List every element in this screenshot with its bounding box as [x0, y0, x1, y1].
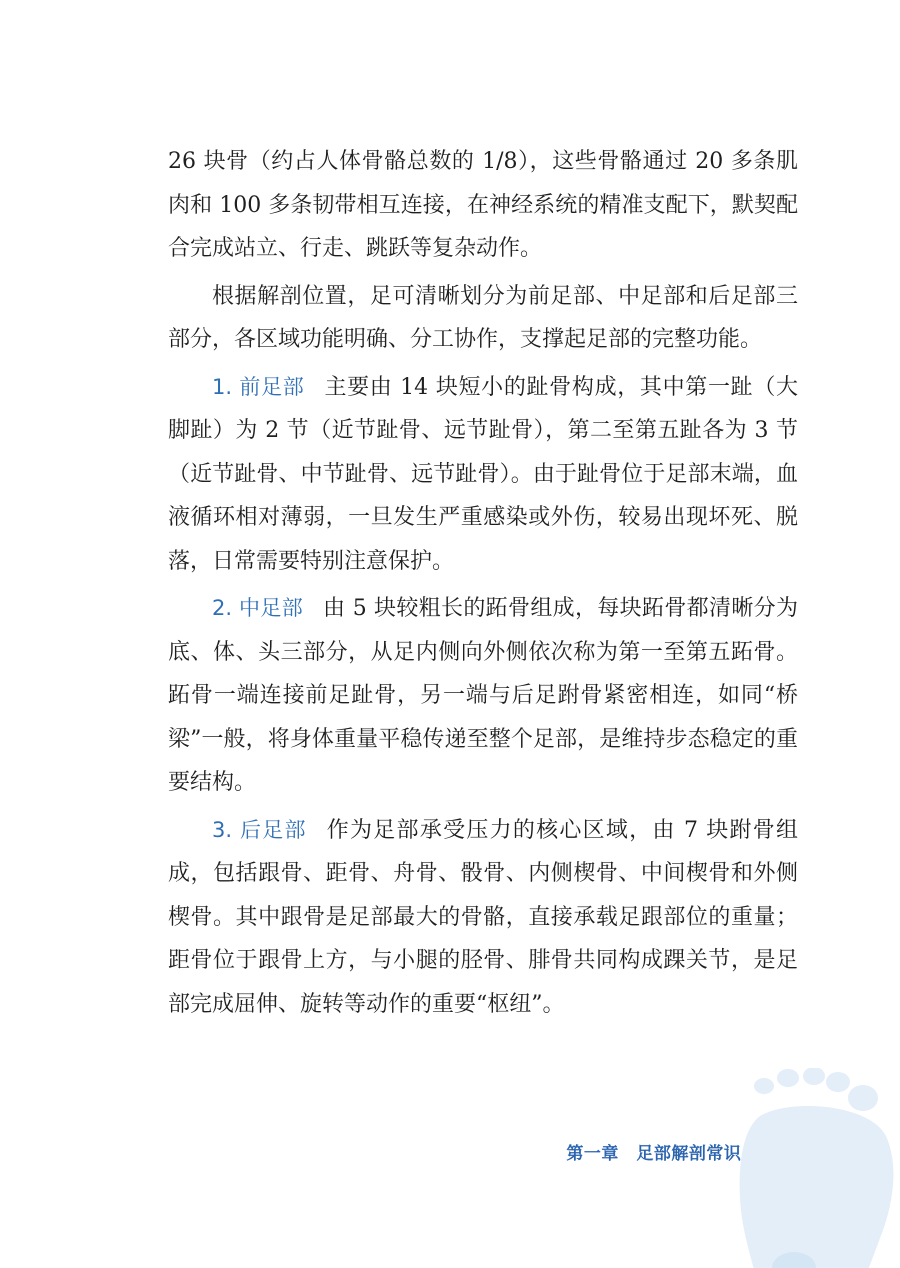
section-text-midfoot: 由 5 块较粗长的跖骨组成，每块跖骨都清晰分为底、体、头三部分，从足内侧向外侧依次称为第一至第五跖骨。跖骨一端连接前足趾骨，另一端与后足跗骨紧密相连，如同“桥梁”一般，将身体重量平稳传递至整个足部，是维持步态稳定的重要结构。	[168, 596, 798, 795]
footprint-icon	[730, 1068, 900, 1268]
section-text-forefoot: 主要由 14 块短小的趾骨构成，其中第一趾（大脚趾）为 2 节（近节趾骨、远节趾骨），第二至第五趾各为 3 节（近节趾骨、中节趾骨、远节趾骨）。由于趾骨位于足部末端，血液循环相对薄弱，一旦发生严重感染或外伤，较易出现坏死、脱落，日常需要特别注意保护。	[168, 374, 799, 574]
section-forefoot	[168, 366, 798, 584]
section-midfoot	[168, 587, 798, 805]
paragraph-division: 根据解剖位置，足可清晰划分为前足部、中足部和后足部三部分，各区域功能明确、分工协作，支撑起足部的完整功能。	[168, 283, 798, 352]
main-text	[168, 140, 798, 1028]
section-heading-midfoot: 2. 中足部	[212, 596, 304, 620]
paragraph-continued: 26 块骨（约占人体骨骼总数的 1/8），这些骨骼通过 20 多条肌肉和 100 多条韧带相互连接，在神经系统的精准支配下，默契配合完成站立、行走、跳跃等复杂动作。	[168, 149, 798, 261]
chapter-title: 第一章 足部解剖常识	[566, 1143, 742, 1164]
section-heading-forefoot: 1. 前足部	[212, 374, 305, 399]
section-hindfoot	[168, 809, 798, 1027]
section-text-hindfoot: 作为足部承受压力的核心区域，由 7 块跗骨组成，包括跟骨、距骨、舟骨、骰骨、内侧楔骨、中间楔骨和外侧楔骨。其中跟骨是足部最大的骨骼，直接承载足跟部位的重量；距骨位于跟骨上方，与小腿的胫骨、腓骨共同构成踝关节，是足部完成屈伸、旋转等动作的重要“枢纽”。	[168, 817, 798, 1017]
section-heading-hindfoot: 3. 后足部	[212, 817, 307, 842]
